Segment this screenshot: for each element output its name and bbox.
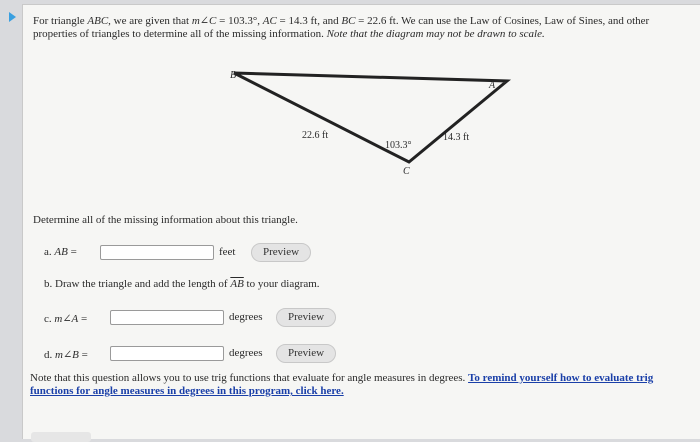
vertex-a-label: A (489, 80, 496, 91)
question-d-expr: m∠B (55, 349, 79, 361)
question-d-prefix: d. (44, 349, 53, 361)
angle-c-label: 103.3° (385, 140, 412, 151)
intro-text: = 14.3 ft, and (276, 15, 342, 27)
intro-triangle-name: ABC (87, 15, 109, 27)
intro-side-ac: AC (262, 15, 277, 27)
ab-answer-input[interactable] (100, 245, 214, 260)
angle-a-unit-label: degrees (229, 311, 263, 323)
question-a-expr: AB (54, 246, 68, 258)
question-c-eq: = (78, 313, 88, 325)
vertex-b-label: B (230, 70, 237, 81)
scale-note: Note that the diagram may not be drawn to scale. (326, 28, 545, 40)
intro-side-bc: BC (341, 15, 356, 27)
ab-unit-label: feet (219, 246, 236, 258)
intro-text: = 22.6 ft. We can use the Law of Cosines, Law of Sines, and other properties of triangles to determine all of the missing information. (33, 15, 650, 40)
question-a-prefix: a. (44, 246, 52, 258)
intro-text: = 103.3°, (216, 15, 263, 27)
intro-angle-c: m∠C (191, 15, 217, 27)
side-bc-label: 22.6 ft (302, 130, 329, 141)
trig-note-text: Note that this question allows you to use trig functions that evaluate for angle measures in degrees. (30, 372, 469, 384)
angle-b-answer-input[interactable] (110, 346, 224, 361)
question-d-eq: = (78, 349, 88, 361)
triangle-shape (234, 73, 507, 162)
triangle-diagram (23, 5, 700, 205)
angle-b-preview-button[interactable]: Preview (276, 344, 336, 363)
question-c-prefix: c. (44, 313, 52, 325)
question-b-segment: $\overline{AB}$ (230, 278, 244, 290)
trig-help-link[interactable]: To remind yourself how to evaluate trig functions for angle measures in degrees in this program, click here. (30, 372, 654, 397)
instructions: Determine all of the missing information about this triangle. (33, 214, 298, 226)
question-b-text1: Draw the triangle and add the length of (55, 278, 231, 290)
question-a-label (44, 246, 77, 258)
expand-arrow-icon[interactable] (9, 12, 16, 22)
question-b-prefix: b. (44, 278, 53, 290)
angle-b-unit-label: degrees (229, 347, 263, 359)
trig-note (30, 372, 690, 398)
question-c-expr: m∠A (54, 313, 79, 325)
question-b-text (44, 278, 320, 290)
side-ac-label: 14.3 ft (443, 132, 470, 143)
angle-a-preview-button[interactable]: Preview (276, 308, 336, 327)
vertex-c-label: C (403, 166, 410, 177)
intro-text: , we are given that (108, 15, 192, 27)
question-a-eq: = (67, 246, 77, 258)
submit-area (31, 432, 91, 442)
question-d-label (44, 348, 88, 361)
question-b-text2: to your diagram. (243, 278, 320, 290)
question-panel (22, 4, 700, 439)
angle-a-answer-input[interactable] (110, 310, 224, 325)
intro-text: For triangle (33, 15, 88, 27)
question-c-label (44, 312, 87, 325)
ab-preview-button[interactable]: Preview (251, 243, 311, 262)
